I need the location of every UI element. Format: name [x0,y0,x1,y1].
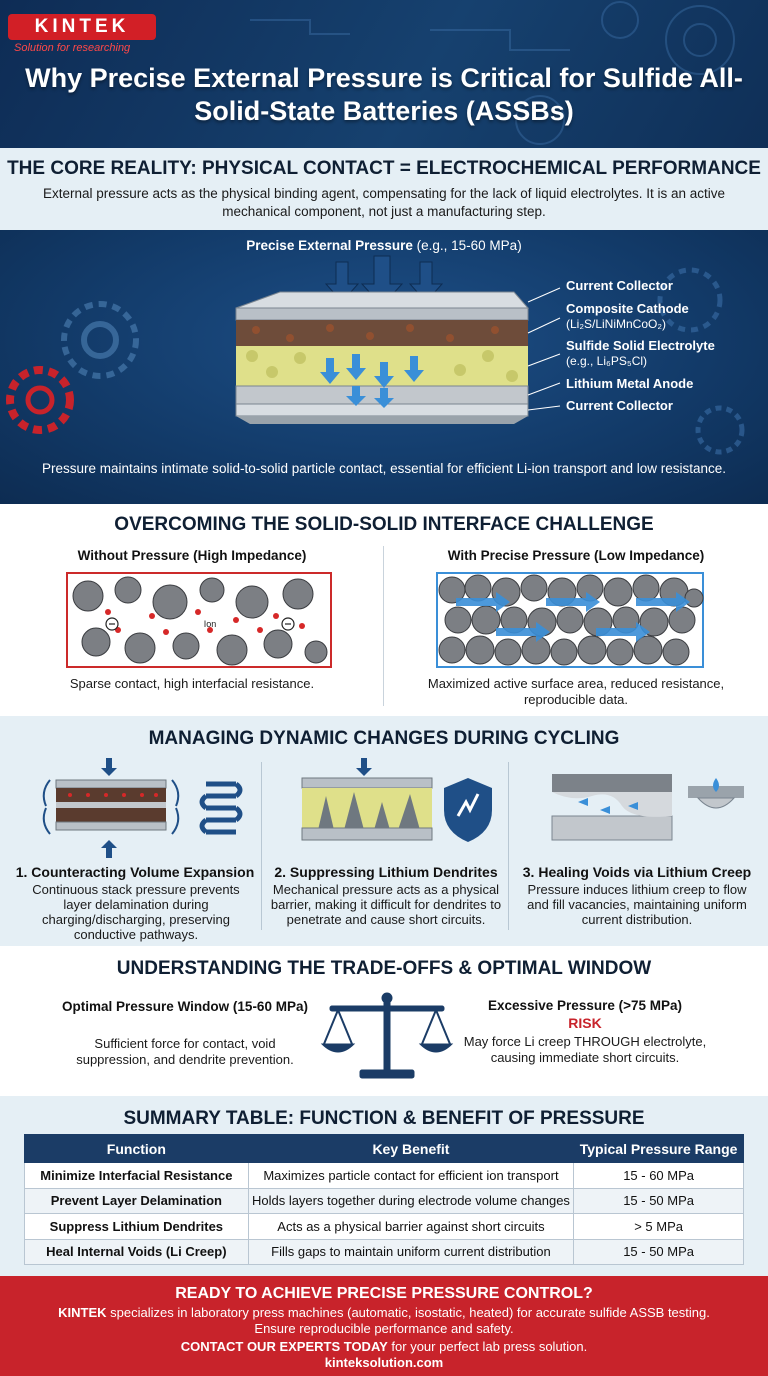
spring-icon [202,784,240,832]
core-reality-heading: THE CORE REALITY: PHYSICAL CONTACT = ELECTROCHEMICAL PERFORMANCE [7,158,761,179]
cta-contact-line[interactable]: CONTACT OUR EXPERTS TODAY for your perfect lab press solution. [180,1339,588,1354]
tradeoffs-heading: UNDERSTANDING THE TRADE-OFFS & OPTIMAL WINDOW [116,958,652,979]
dynamic-item-2-text: Mechanical pressure acts as a physical barrier, making it difficult for dendrites to penetrate and cause short circuits. [270,882,502,927]
table-row [25,1163,744,1189]
logo-wordmark: KINTEK [8,14,156,40]
table-row [25,1239,744,1265]
dynamic-changes-heading: MANAGING DYNAMIC CHANGES DURING CYCLING [148,728,620,749]
shield-icon [444,778,492,842]
excessive-pressure-text: May force Li creep THROUGH electrolyte, causing immediate short circuits. [463,1034,707,1065]
dendrite-illustration [298,756,508,860]
dynamic-item-2-title: 2. Suppressing Lithium Dendrites [274,864,498,880]
table-row [25,1214,744,1240]
tradeoffs-section [0,946,768,1096]
without-pressure-caption: Sparse contact, high interfacial resistance. [69,676,315,691]
table-row [25,1188,744,1214]
table-cell: Minimize Interfacial Resistance [25,1163,249,1189]
column-divider [508,762,509,930]
cell-stack-diagram [0,230,768,504]
column-header-key-benefit: Key Benefit [248,1135,573,1163]
lithium-creep-illustration [548,756,748,860]
interface-section [0,504,768,716]
table-cell: > 5 MPa [574,1214,744,1240]
column-divider [261,762,262,930]
dynamic-item-1-text: Continuous stack pressure prevents layer delamination during charging/discharging, preserving conductive pathways. [32,882,240,942]
interface-heading: OVERCOMING THE SOLID-SOLID INTERFACE CHALLENGE [114,514,654,535]
cta-heading: READY TO ACHIEVE PRECISE PRESSURE CONTROL? [175,1285,593,1302]
column-header-pressure-range: Typical Pressure Range [574,1135,744,1163]
ion-label: Ion [203,619,217,629]
section-divider [383,546,384,706]
optimal-window-title: Optimal Pressure Window (15-60 MPa) [62,999,308,1014]
pressure-label: Precise External Pressure (e.g., 15-60 MPa) [246,238,522,253]
dynamic-item-3-text: Pressure induces lithium creep to flow and fill vacancies, maintaining uniform current distribution. [527,882,747,927]
kintek-logo[interactable] [8,14,156,58]
page-title: Why Precise External Pressure is Critical for Sulfide All-Solid-State Batteries (ASSBs) [25,63,743,126]
without-pressure-title: Without Pressure (High Impedance) [77,548,307,563]
red-gear-icon [10,370,70,430]
dynamic-item-1-title: 1. Counteracting Volume Expansion [15,864,255,880]
table-cell: Maximizes particle contact for efficient ion transport [248,1163,573,1189]
with-pressure-caption: Maximized active surface area, reduced resistance, reproducible data. [427,676,725,707]
table-cell: Prevent Layer Delamination [25,1188,249,1214]
layer-label-current-collector-top: Current Collector [566,278,673,293]
core-reality-section [0,148,768,230]
layer-label-sulfide-electrolyte: Sulfide Solid Electrolyte (e.g., Li₆PS₅Cl) [566,338,715,368]
table-cell: Heal Internal Voids (Li Creep) [25,1239,249,1265]
call-to-action-banner [0,1276,768,1376]
header-banner [0,0,768,148]
summary-section [0,1096,768,1276]
table-header-row [25,1135,744,1163]
dense-contact-illustration [436,572,704,668]
summary-table [24,1134,744,1265]
summary-heading: SUMMARY TABLE: FUNCTION & BENEFIT OF PRESSURE [123,1108,645,1129]
column-header-function: Function [25,1135,249,1163]
layer-label-lithium-anode: Lithium Metal Anode [566,376,694,391]
table-cell: 15 - 60 MPa [574,1163,744,1189]
table-cell: Acts as a physical barrier against short circuits [248,1214,573,1240]
cell-diagram-note: Pressure maintains intimate solid-to-solid particle contact, essential for efficient Li-ion transport and low resistance. [41,461,727,476]
table-cell: Fills gaps to maintain uniform current distribution [248,1239,573,1265]
logo-tagline: Solution for researching [14,42,131,54]
volume-expansion-illustration [36,756,256,860]
cta-text: KINTEK specializes in laboratory press machines (automatic, isostatic, heated) for accurate sulfide ASSB testing. Ensure reproducible performance and safety. [58,1305,710,1336]
layer-label-composite-cathode: Composite Cathode (Li₂S/LiNiMnCoO₂) [566,301,689,331]
core-reality-text: External pressure acts as the physical binding agent, compensating for the lack of liquid electrolytes. It is an active mechanical component, not just a manufacturing step. [42,186,726,219]
website-link[interactable]: kinteksolution.com [324,1355,444,1370]
table-cell: 15 - 50 MPa [574,1188,744,1214]
optimal-window-text: Sufficient force for contact, void suppression, and dendrite prevention. [76,1036,294,1067]
dynamic-item-3-title: 3. Healing Voids via Lithium Creep [522,864,752,880]
sparse-contact-illustration [66,572,332,668]
balance-scale-icon [320,990,454,1082]
with-pressure-title: With Precise Pressure (Low Impedance) [447,548,705,563]
table-cell: 15 - 50 MPa [574,1239,744,1265]
dynamic-changes-section [0,716,768,946]
excessive-pressure-title: Excessive Pressure (>75 MPa) [487,998,682,1013]
risk-label: RISK [568,1015,602,1031]
gear-icon [64,304,136,376]
table-cell: Suppress Lithium Dendrites [25,1214,249,1240]
layer-label-current-collector-bottom: Current Collector [566,398,673,413]
table-cell: Holds layers together during electrode volume changes [248,1188,573,1214]
